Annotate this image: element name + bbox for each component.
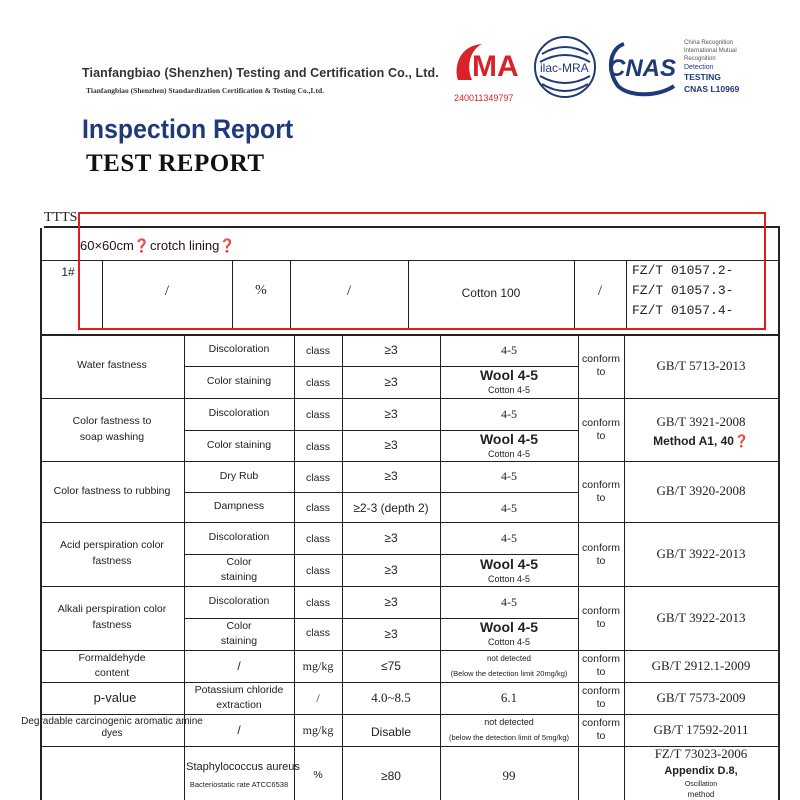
soap-res2b: Cotton 4-5 [487,449,531,460]
alkali-sub1: Discoloration [208,595,270,608]
acid-judge: conform to [582,541,620,567]
acid-res1: 4-5 [501,530,517,545]
cnas-line3: Recognition [684,55,716,62]
alkali-judge: conform to [582,604,620,630]
rub-res2: 4-5 [501,500,517,515]
water-res2a: Wool 4-5 [479,367,539,384]
sample-col2: % [255,283,267,299]
company-name: Tianfangbiao (Shenzhen) Testing and Certification Co., Ltd. [82,66,439,80]
ph-req: 4.0~8.5 [371,689,411,705]
rub-res1: 4-5 [501,469,517,483]
report-title: Inspection Report [82,114,294,144]
water-sub2: Color staining [206,375,272,388]
sample-number: 1# [61,264,75,279]
amine-judge: conform to [582,716,620,742]
acid-sub2b: staining [220,570,258,583]
amine-unit: mg/kg [302,722,334,737]
sample-col5: / [597,282,603,299]
formaldehyde-std: GB/T 2912.1-2009 [651,657,751,673]
acid-sub1: Discoloration [208,531,270,544]
water-req2: ≥3 [384,374,398,389]
alkali-name2: fastness [92,619,132,632]
acid-unit2: class [306,565,330,578]
acid-unit1: class [306,533,330,546]
soap-res2a: Wool 4-5 [479,431,539,448]
cma-text: MA [472,50,519,83]
sample-composition: Cotton 100 [461,285,521,300]
antibac-sub2: Bacteriostatic rate ATCC6538 [189,780,289,790]
sample-col3: / [346,282,352,299]
soap-req2: ≥3 [384,438,398,452]
water-judge: conform to [582,352,620,378]
water-req1: ≥3 [384,342,398,357]
sample-row-label: 60×60cm❓crotch lining❓ [80,237,236,253]
divider [578,334,579,800]
cnas-line6: CNAS L10969 [684,83,740,94]
alkali-req2: ≥3 [384,626,398,641]
cnas-line4: Detection [684,64,714,72]
soap-std1: GB/T 3921-2008 [656,413,746,429]
ph-res: 6.1 [500,689,518,705]
sample-std1: FZ/T 01057.2- [632,262,734,278]
alkali-res2b: Cotton 4-5 [487,637,531,648]
amine-name: Degradable carcinogenic aromatic amine dyes [21,715,203,739]
alkali-std: GB/T 3922-2013 [656,609,746,625]
cnas-text: CNAS [608,55,677,82]
antibac-res: 99 [502,767,516,783]
sample-std3: FZ/T 01057.4- [632,302,734,318]
formaldehyde-res2: (Below the detection limit 20mg/kg) [450,669,568,679]
formaldehyde-res1: not detected [486,654,532,663]
acid-res2b: Cotton 4-5 [487,574,531,585]
water-res2b: Cotton 4-5 [487,385,531,396]
water-res1: 4-5 [501,342,517,357]
acid-name2: fastness [92,555,132,568]
soap-judge: conform to [582,416,620,442]
formaldehyde-req: ≤75 [381,658,401,673]
sample-col1: / [164,282,170,299]
report-subtitle: TEST REPORT [86,150,265,177]
rub-std: GB/T 3920-2008 [656,483,746,499]
soap-unit1: class [306,409,330,422]
alkali-sub2b: staining [220,634,258,647]
acid-sub2a: Color [226,555,252,568]
cnas-line2: International Mutual [684,47,737,54]
table-right-border [778,228,780,800]
antibac-std2: Appendix D.8, [664,765,738,778]
water-unit2: class [306,377,330,390]
table-header-strip: TTTS [44,210,78,225]
cnas-logo [604,38,688,98]
soap-res1: 4-5 [501,406,517,421]
antibac-unit: % [313,769,323,782]
water-std: GB/T 5713-2013 [656,357,746,373]
soap-name2: soap washing [79,431,145,444]
cnas-line1: China Recognition [684,40,734,46]
rub-sub1: Dry Rub [219,469,259,482]
acid-res2a: Wool 4-5 [479,556,539,573]
sample-std2: FZ/T 01057.3- [632,282,734,298]
alkali-res2a: Wool 4-5 [479,619,539,636]
antibac-std1: FZ/T 73023-2006 [654,745,748,761]
acid-req2: ≥3 [384,562,398,577]
antibac-sub1: Staphylococcus aureus [186,761,300,774]
acid-std: GB/T 3922-2013 [656,545,746,561]
formaldehyde-sub: / [237,658,241,673]
ph-name: p-value [93,689,137,705]
formaldehyde-unit: mg/kg [302,658,334,673]
ilac-text: ilac-MRA [540,61,589,75]
water-name: Water fastness [77,359,147,372]
soap-sub2: Color staining [206,438,272,451]
water-unit1: class [306,345,330,358]
cma-logo [452,38,524,103]
rub-sub2: Dampness [213,500,265,513]
antibac-req: ≥80 [381,768,401,783]
rub-judge: conform to [582,478,620,504]
formaldehyde-judge: conform to [582,652,620,678]
alkali-unit1: class [306,597,330,610]
ph-std: GB/T 7573-2009 [656,689,746,705]
cnas-caption [684,40,764,95]
formaldehyde-name1: Formaldehyde [78,652,146,665]
soap-std2: Method A1, 40❓ [653,433,749,448]
ph-judge: conform to [582,684,620,710]
amine-std: GB/T 17592-2011 [653,721,749,737]
acid-req1: ≥3 [384,530,398,545]
antibac-std3: Oscillation [684,780,718,788]
acid-name1: Acid perspiration color [60,539,164,552]
rub-name: Color fastness to rubbing [53,484,171,497]
soap-name1: Color fastness to [72,415,152,428]
rub-req1: ≥3 [384,469,398,483]
ph-sub1: Potassium chloride [194,684,284,697]
cnas-line5: TESTING [684,72,721,83]
soap-unit2: class [306,440,330,453]
alkali-req1: ≥3 [384,594,398,609]
soap-sub1: Discoloration [208,407,270,420]
highlight-box [78,212,766,330]
rub-unit2: class [306,502,330,515]
amine-sub: / [237,722,241,737]
rub-req2: ≥2-3 (depth 2) [353,500,429,515]
soap-req1: ≥3 [384,406,398,421]
amine-res2: (below the detection limit of 5mg/kg) [448,733,570,743]
alkali-unit2: class [306,627,330,640]
company-subname: Tianfangbiao (Shenzhen) Standardization Certification & Testing Co.,Ltd. [86,86,325,95]
formaldehyde-name2: content [94,667,130,680]
ph-unit: / [316,690,320,705]
water-sub1: Discoloration [208,343,270,356]
amine-res1: not detected [484,717,534,728]
cma-number: 240011349797 [454,93,514,103]
ilac-mra-logo [532,32,598,102]
ph-sub2: extraction [216,699,262,712]
amine-req: Disable [370,724,412,739]
alkali-res1: 4-5 [501,594,517,609]
alkali-name1: Alkali perspiration color [57,603,167,616]
rub-unit1: class [306,471,330,484]
alkali-sub2a: Color [226,619,252,632]
antibac-std4: method [687,790,715,799]
